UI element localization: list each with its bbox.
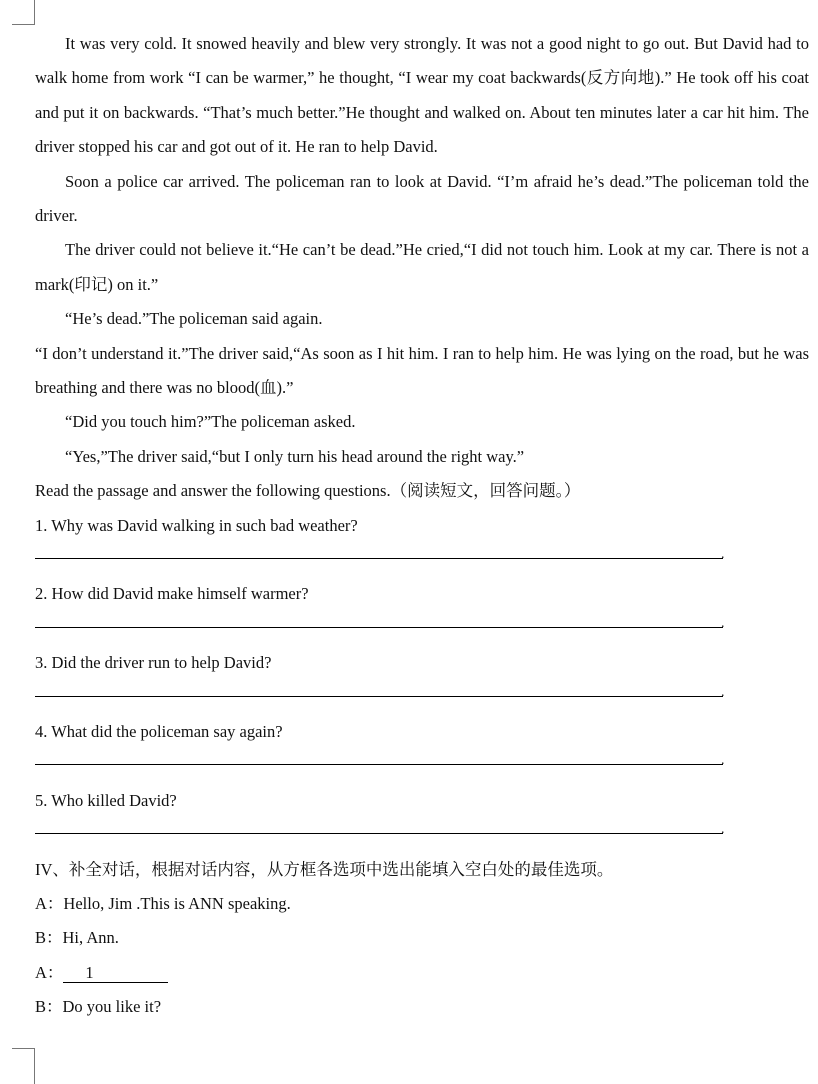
speaker-label: A： <box>35 894 64 914</box>
passage-paragraph: Soon a police car arrived. The policeman ran to look at David. “I’m afraid he’s dead.”The policeman told the driver. <box>35 171 809 226</box>
document-page <box>35 27 809 1025</box>
passage-paragraph: It was very cold. It snowed heavily and blew very strongly. It was not a good night to go out. But David had to walk home from work “I can be warmer,” he thought, “I wear my coat backwards(反方向地).” He took off his coat and put it on backwards. “That’s much better.”He thought and walked on. About ten minutes later a car hit him. The driver stopped his car and got out of it. He ran to help David. <box>35 34 809 157</box>
dialogue-text: Hi, Ann. <box>62 928 119 948</box>
dialogue-text: Do you like it? <box>62 997 162 1017</box>
passage-paragraph: “Did you touch him?”The policeman asked. <box>65 412 356 432</box>
question-5: 5. Who killed David? <box>35 790 177 810</box>
crop-mark-top <box>12 0 35 25</box>
answer-period: . <box>721 615 725 631</box>
answer-line-5[interactable] <box>35 818 809 852</box>
dialogue-line <box>35 990 809 1024</box>
question-4: 4. What did the policeman say again? <box>35 722 283 742</box>
passage-paragraph: The driver could not believe it.“He can’t be dead.”He cried,“I did not touch him. Look at my car. There is not a mark(印记) on it.” <box>35 240 809 294</box>
question-1: 1. Why was David walking in such bad weather? <box>35 515 358 535</box>
answer-line-3[interactable] <box>35 681 809 715</box>
passage-paragraph: “He’s dead.”The policeman said again. <box>65 309 323 329</box>
dialogue-text: Hello, Jim .This is ANN speaking. <box>63 894 291 914</box>
dialogue-line <box>35 921 809 955</box>
speaker-label: A： <box>35 962 64 982</box>
instruction: Read the passage and answer the following questions.（阅读短文，回答问题。） <box>35 481 581 501</box>
blank-1[interactable]: 1 <box>63 964 168 983</box>
dialogue-line <box>35 887 809 921</box>
answer-period: . <box>721 684 725 700</box>
answer-period: . <box>721 547 725 563</box>
answer-period: . <box>721 753 725 769</box>
answer-line-1[interactable] <box>35 543 809 577</box>
answer-line-2[interactable] <box>35 612 809 646</box>
speaker-label: B： <box>35 997 63 1017</box>
answer-line-4[interactable] <box>35 749 809 783</box>
answer-period: . <box>721 822 725 838</box>
passage-paragraph: “I don’t understand it.”The driver said,“As soon as I hit him. I ran to help him. He was lying on the road, but he was breathing and there was no blood(血).” <box>35 343 809 398</box>
passage-paragraph: “Yes,”The driver said,“but I only turn his head around the right way.” <box>65 446 525 466</box>
question-3: 3. Did the driver run to help David? <box>35 653 272 673</box>
dialogue-line <box>35 956 809 990</box>
question-2: 2. How did David make himself warmer? <box>35 584 309 604</box>
crop-mark-bottom <box>12 1048 35 1084</box>
speaker-label: B： <box>35 928 63 948</box>
section-title: IV、补全对话，根据对话内容，从方框各选项中选出能填入空白处的最佳选项。 <box>35 859 614 879</box>
